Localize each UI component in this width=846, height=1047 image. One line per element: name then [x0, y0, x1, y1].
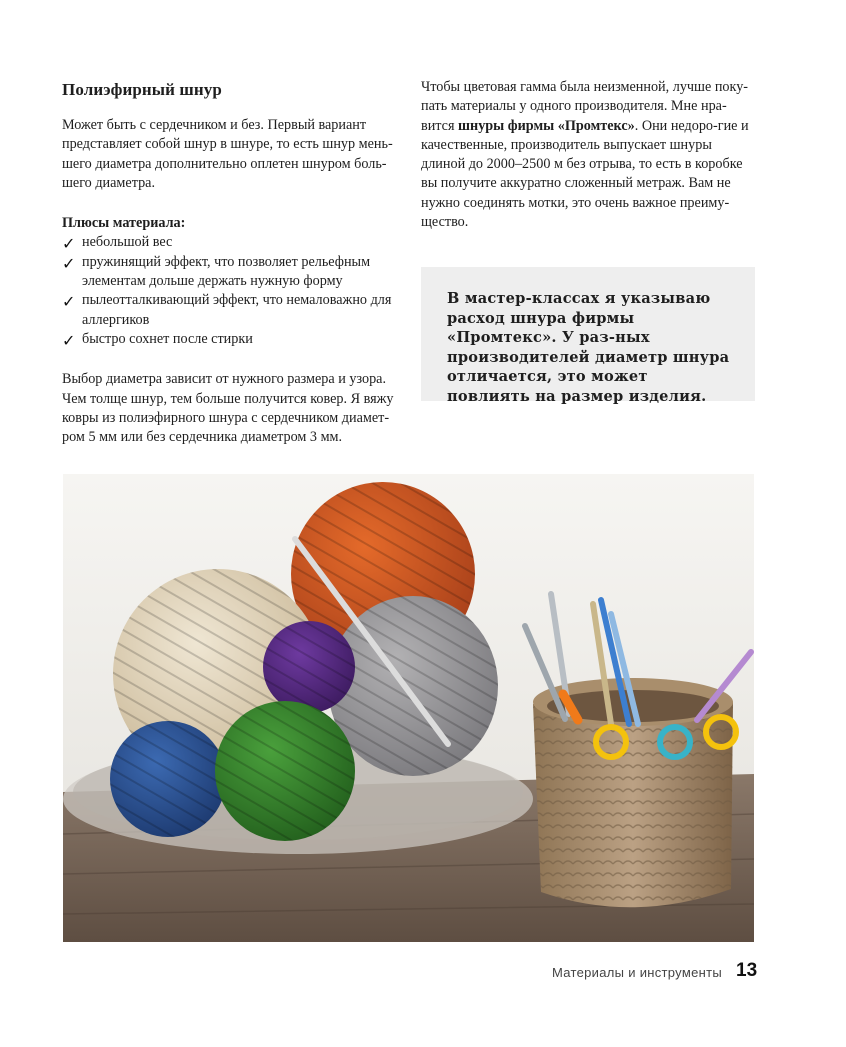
list-item — [62, 233, 402, 252]
pro-text: пылеотталкивающий эффект, что немаловажно для аллергиков — [82, 292, 392, 328]
manufacturer-paragraph — [421, 78, 755, 232]
right-column — [421, 78, 755, 405]
paragraph-text: Чтобы цветовая гамма была неизменной, лучше поку-пать материалы у одного производителя. Мне нра-вится — [421, 79, 749, 134]
diameter-paragraph: Выбор диаметра зависит от нужного размера и узора. Чем толще шнур, тем больше получится ковер. Я вяжу ковры из полиэфирного шнура с сердечником диамет-ром 5 мм или без сердечника диаметром 3 мм. — [62, 371, 394, 446]
section-heading: Полиэфирный шнур — [62, 80, 222, 99]
check-mark-icon: ✓ — [62, 234, 76, 254]
list-item — [62, 291, 402, 330]
page-number: 13 — [736, 960, 758, 981]
footer-section-title: Материалы и инструменты — [552, 965, 722, 980]
check-mark-icon: ✓ — [62, 253, 76, 273]
pro-text: пружинящий эффект, что позволяет рельефным элементам дольше держать нужную форму — [82, 253, 371, 290]
pros-list — [62, 233, 402, 349]
list-item — [62, 253, 402, 292]
pros-title: Плюсы материала: — [62, 215, 186, 232]
note-text: В мастер-классах я указываю расход шнура фирмы «Промтекс». У раз-ных производителей диаметр шнура отличается, это может повлиять на размер изделия. — [447, 290, 730, 405]
check-mark-icon: ✓ — [62, 292, 76, 312]
yarn-photo — [63, 474, 754, 942]
note-box — [421, 267, 755, 405]
pro-text: небольшой вес — [82, 234, 173, 251]
intro-paragraph: Может быть с сердечником и без. Первый вариант представляет собой шнур в шнуре, то есть шнур мень-шего диаметра дополнительно оплетен шнуром боль-шего диаметра. — [62, 117, 393, 191]
pro-text: быстро сохнет после стирки — [82, 330, 253, 347]
check-mark-icon: ✓ — [62, 330, 76, 350]
list-item — [62, 330, 402, 349]
paragraph-text: . Они недоро-гие и качественные, производитель выпускает шнуры длиной до 2000–2500 м без отрыва, то есть в коробке вы получите аккуратно сложенный метраж. Вам не нужно соединять мотки, это очень важное преиму-щество. — [421, 117, 749, 231]
left-column — [62, 80, 402, 447]
yarn-photo-illustration — [63, 474, 754, 942]
brand-name: шнуры фирмы «Промтекс» — [458, 117, 635, 134]
